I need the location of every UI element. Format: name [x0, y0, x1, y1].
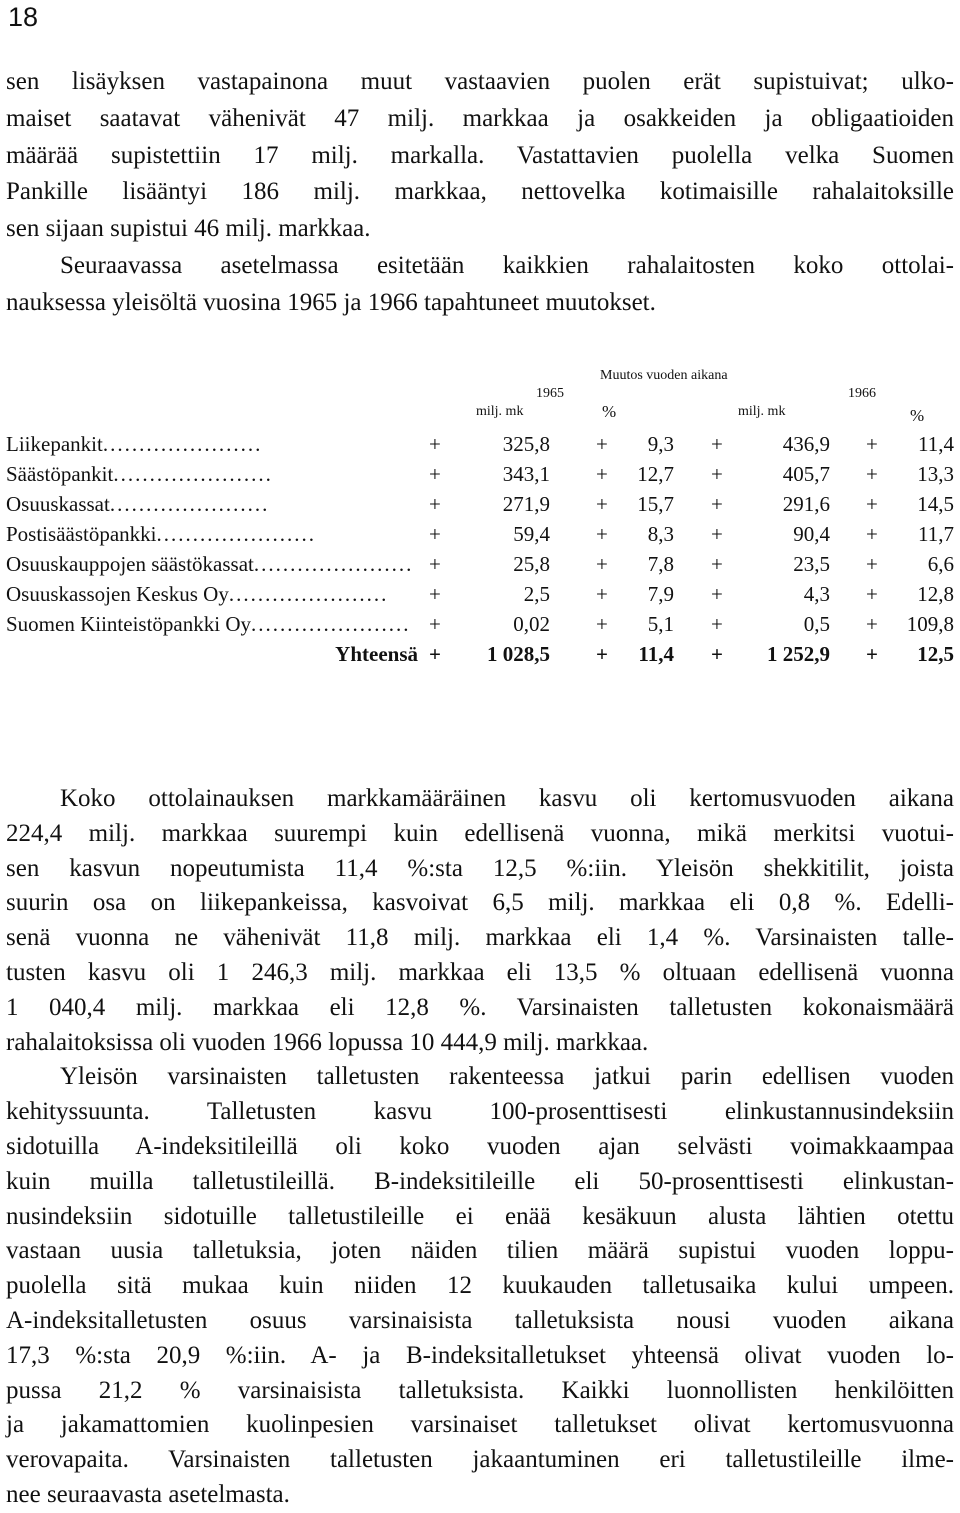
row-label	[6, 492, 416, 517]
sign-cell: +	[429, 522, 441, 546]
text-line: sidotuilla A-indeksitileillä oli koko vuoden ajan selvästi voimakkaampaa	[6, 1132, 954, 1160]
header-year-1966: 1966	[848, 386, 876, 401]
text-line: maiset saatavat vähenivät 47 milj. markkaa ja osakkeiden ja obligaatioiden	[6, 104, 954, 132]
value-cell: 6,6	[927, 552, 954, 576]
text-line: A-indeksitalletusten osuus varsinaisista talletuksista nousi vuoden aikana	[6, 1306, 954, 1334]
value-cell: 0,02	[513, 612, 550, 636]
text-line: verovapaita. Varsinaisten talletusten jakaantuminen eri talletustileille ilme-	[6, 1446, 954, 1474]
page-number: 18	[8, 2, 39, 32]
sign-cell: +	[866, 642, 878, 666]
sign-cell: +	[429, 492, 441, 516]
text-line: Yleisön varsinaisten talletusten rakenteessa jatkui parin edellisen vuoden	[60, 1063, 954, 1091]
sign-cell: +	[711, 432, 723, 456]
sign-cell: +	[429, 612, 441, 636]
value-cell: 7,8	[647, 552, 674, 576]
header-year-1965: 1965	[536, 386, 564, 401]
header-percent-1966: %	[910, 406, 925, 425]
sign-cell: +	[596, 582, 608, 606]
value-cell: 11,4	[638, 642, 674, 666]
sign-cell: +	[596, 642, 608, 666]
text-line: Koko ottolainauksen markkamääräinen kasvu oli kertomusvuoden aikana	[60, 785, 954, 812]
text-line: sen sijaan supistui 46 milj. markkaa.	[6, 215, 371, 243]
value-cell: 2,5	[523, 582, 550, 606]
value-cell: 291,6	[782, 492, 830, 516]
sign-cell: +	[866, 552, 878, 576]
row-label-text: Osuuskassojen Keskus Oy	[6, 582, 229, 606]
total-label: Yhteensä	[335, 642, 418, 666]
value-cell: 14,5	[917, 492, 954, 516]
sign-cell: +	[866, 492, 878, 516]
sign-cell: +	[711, 522, 723, 546]
value-cell: 1 252,9	[767, 642, 830, 666]
value-cell: 436,9	[782, 432, 830, 456]
text-line: sen kasvun nopeutumista 11,4 %:sta 12,5 %:iin. Yleisön shekkitilit, joista	[6, 854, 954, 882]
value-cell: 109,8	[906, 612, 954, 636]
leader-dots: ......................	[113, 462, 273, 486]
text-line: sen lisäyksen vastapainona muut vastaavien puolen erät supistuivat; ulko-	[6, 68, 954, 95]
text-line: määrää supistettiin 17 milj. markalla. Vastattavien puolella velka Suomen	[6, 141, 954, 169]
text-line: suurin osa on liikepankeissa, kasvoivat 6,5 milj. markkaa eli 0,8 %. Edelli-	[6, 889, 954, 917]
header-percent-1965: %	[602, 402, 617, 421]
text-line: 224,4 milj. markkaa suurempi kuin edellisenä vuonna, mikä merkitsi vuotui-	[6, 819, 954, 847]
sign-cell: +	[429, 582, 441, 606]
sign-cell: +	[429, 462, 441, 486]
sign-cell: +	[596, 552, 608, 576]
table-row	[6, 552, 956, 580]
text-line: ja jakamattomien kuolinpesien varsinaiset talletukset olivat kertomusvuonna	[6, 1411, 954, 1439]
leader-dots: ......................	[253, 552, 414, 576]
sign-cell: +	[596, 432, 608, 456]
text-line: 1 040,4 milj. markkaa eli 12,8 %. Varsinaisten talletusten kokonaismäärä	[6, 993, 954, 1021]
header-group-label: Muutos vuoden aikana	[600, 368, 728, 383]
value-cell: 4,3	[803, 582, 830, 606]
sign-cell: +	[711, 462, 723, 486]
value-cell: 9,3	[647, 432, 674, 456]
table-row	[6, 432, 956, 460]
value-cell: 7,9	[647, 582, 674, 606]
table-row	[6, 492, 956, 520]
sign-cell: +	[866, 522, 878, 546]
text-line: nauksessa yleisöltä vuosina 1965 ja 1966 tapahtuneet muutokset.	[6, 288, 656, 316]
value-cell: 13,3	[917, 462, 954, 486]
value-cell: 271,9	[502, 492, 550, 516]
value-cell: 405,7	[782, 462, 830, 486]
leader-dots: ......................	[156, 522, 316, 546]
header-unit-1966: milj. mk	[738, 404, 786, 419]
intro-text	[6, 64, 954, 322]
leader-dots: ......................	[251, 612, 411, 636]
sign-cell: +	[429, 642, 441, 666]
row-label	[6, 522, 416, 547]
sign-cell: +	[711, 492, 723, 516]
value-cell: 12,5	[917, 642, 954, 666]
intro-paragraph-1	[6, 64, 954, 248]
body-text	[6, 782, 954, 1513]
row-label	[6, 462, 416, 487]
value-cell: 1 028,5	[487, 642, 550, 666]
text-line: nee seuraavasta asetelmasta.	[6, 1480, 290, 1508]
value-cell: 59,4	[513, 522, 550, 546]
text-line: kehityssuunta. Talletusten kasvu 100-prosenttisesti elinkustannusindeksiin	[6, 1098, 954, 1126]
table-total-row	[6, 642, 956, 670]
row-label-text: Postisäästöpankki	[6, 522, 157, 546]
sign-cell: +	[596, 462, 608, 486]
value-cell: 25,8	[513, 552, 550, 576]
sign-cell: +	[711, 642, 723, 666]
row-label	[6, 612, 416, 637]
sign-cell: +	[866, 582, 878, 606]
intro-paragraph-2	[6, 248, 954, 322]
value-cell: 8,3	[647, 522, 674, 546]
leader-dots: ......................	[228, 582, 389, 606]
row-label-text: Liikepankit	[6, 432, 103, 456]
sign-cell: +	[711, 612, 723, 636]
body-paragraph-1	[6, 782, 954, 1060]
text-line: kuin muilla talletustileillä. B-indeksitileille eli 50-prosenttisesti elinkustan-	[6, 1167, 954, 1195]
row-label-text: Osuuskassat	[6, 492, 110, 516]
sign-cell: +	[596, 492, 608, 516]
value-cell: 325,8	[502, 432, 550, 456]
sign-cell: +	[596, 612, 608, 636]
row-label-text: Suomen Kiinteistöpankki Oy	[6, 612, 251, 636]
header-unit-1965: milj. mk	[476, 404, 524, 419]
row-label	[6, 432, 416, 457]
value-cell: 0,5	[803, 612, 830, 636]
table-row	[6, 582, 956, 610]
row-label	[6, 582, 416, 607]
text-line: puolella sitä mukaa kuin niiden 12 kuukauden talletusaika kului umpeen.	[6, 1272, 954, 1300]
row-label	[6, 552, 416, 577]
text-line: Pankille lisääntyi 186 milj. markkaa, nettovelka kotimaisille rahalaitoksille	[6, 178, 954, 206]
leader-dots: ......................	[109, 492, 270, 516]
sign-cell: +	[866, 432, 878, 456]
value-cell: 5,1	[647, 612, 674, 636]
leader-dots: ......................	[102, 432, 263, 456]
value-cell: 15,7	[637, 492, 674, 516]
row-label-text: Osuuskauppojen säästökassat	[6, 552, 254, 576]
sign-cell: +	[429, 432, 441, 456]
value-cell: 11,7	[918, 522, 954, 546]
table-row	[6, 612, 956, 640]
text-line: nusindeksiin sidotuille talletustileille ei enää kesäkuun alusta lähtien otettu	[6, 1202, 954, 1230]
value-cell: 12,7	[637, 462, 674, 486]
text-line: Seuraavassa asetelmassa esitetään kaikkien rahalaitosten koko ottolai-	[60, 251, 954, 279]
text-line: 17,3 %:sta 20,9 %:iin. A- ja B-indeksitalletukset yhteensä olivat vuoden lo-	[6, 1341, 954, 1369]
sign-cell: +	[711, 552, 723, 576]
sign-cell: +	[429, 552, 441, 576]
value-cell: 11,4	[918, 432, 954, 456]
text-line: tusten kasvu oli 1 246,3 milj. markkaa eli 13,5 % oltuaan edellisenä vuonna	[6, 958, 954, 986]
table-row	[6, 462, 956, 490]
text-line: rahalaitoksissa oli vuoden 1966 lopussa 10 444,9 milj. markkaa.	[6, 1028, 649, 1056]
value-cell: 343,1	[502, 462, 550, 486]
table-row	[6, 522, 956, 550]
body-paragraph-2	[6, 1060, 954, 1512]
value-cell: 12,8	[917, 582, 954, 606]
sign-cell: +	[596, 522, 608, 546]
row-label-text: Säästöpankit	[6, 462, 114, 486]
value-cell: 23,5	[793, 552, 830, 576]
sign-cell: +	[711, 582, 723, 606]
text-line: vastaan uusia talletuksia, joten näiden tilien määrä supistui vuoden loppu-	[6, 1237, 954, 1265]
text-line: senä vuonna ne vähenivät 11,8 milj. markkaa eli 1,4 %. Varsinaisten talle-	[6, 924, 954, 952]
text-line: pussa 21,2 % varsinaisista talletuksista. Kaikki luonnollisten henkilöitten	[6, 1376, 954, 1404]
value-cell: 90,4	[793, 522, 830, 546]
sign-cell: +	[866, 612, 878, 636]
sign-cell: +	[866, 462, 878, 486]
